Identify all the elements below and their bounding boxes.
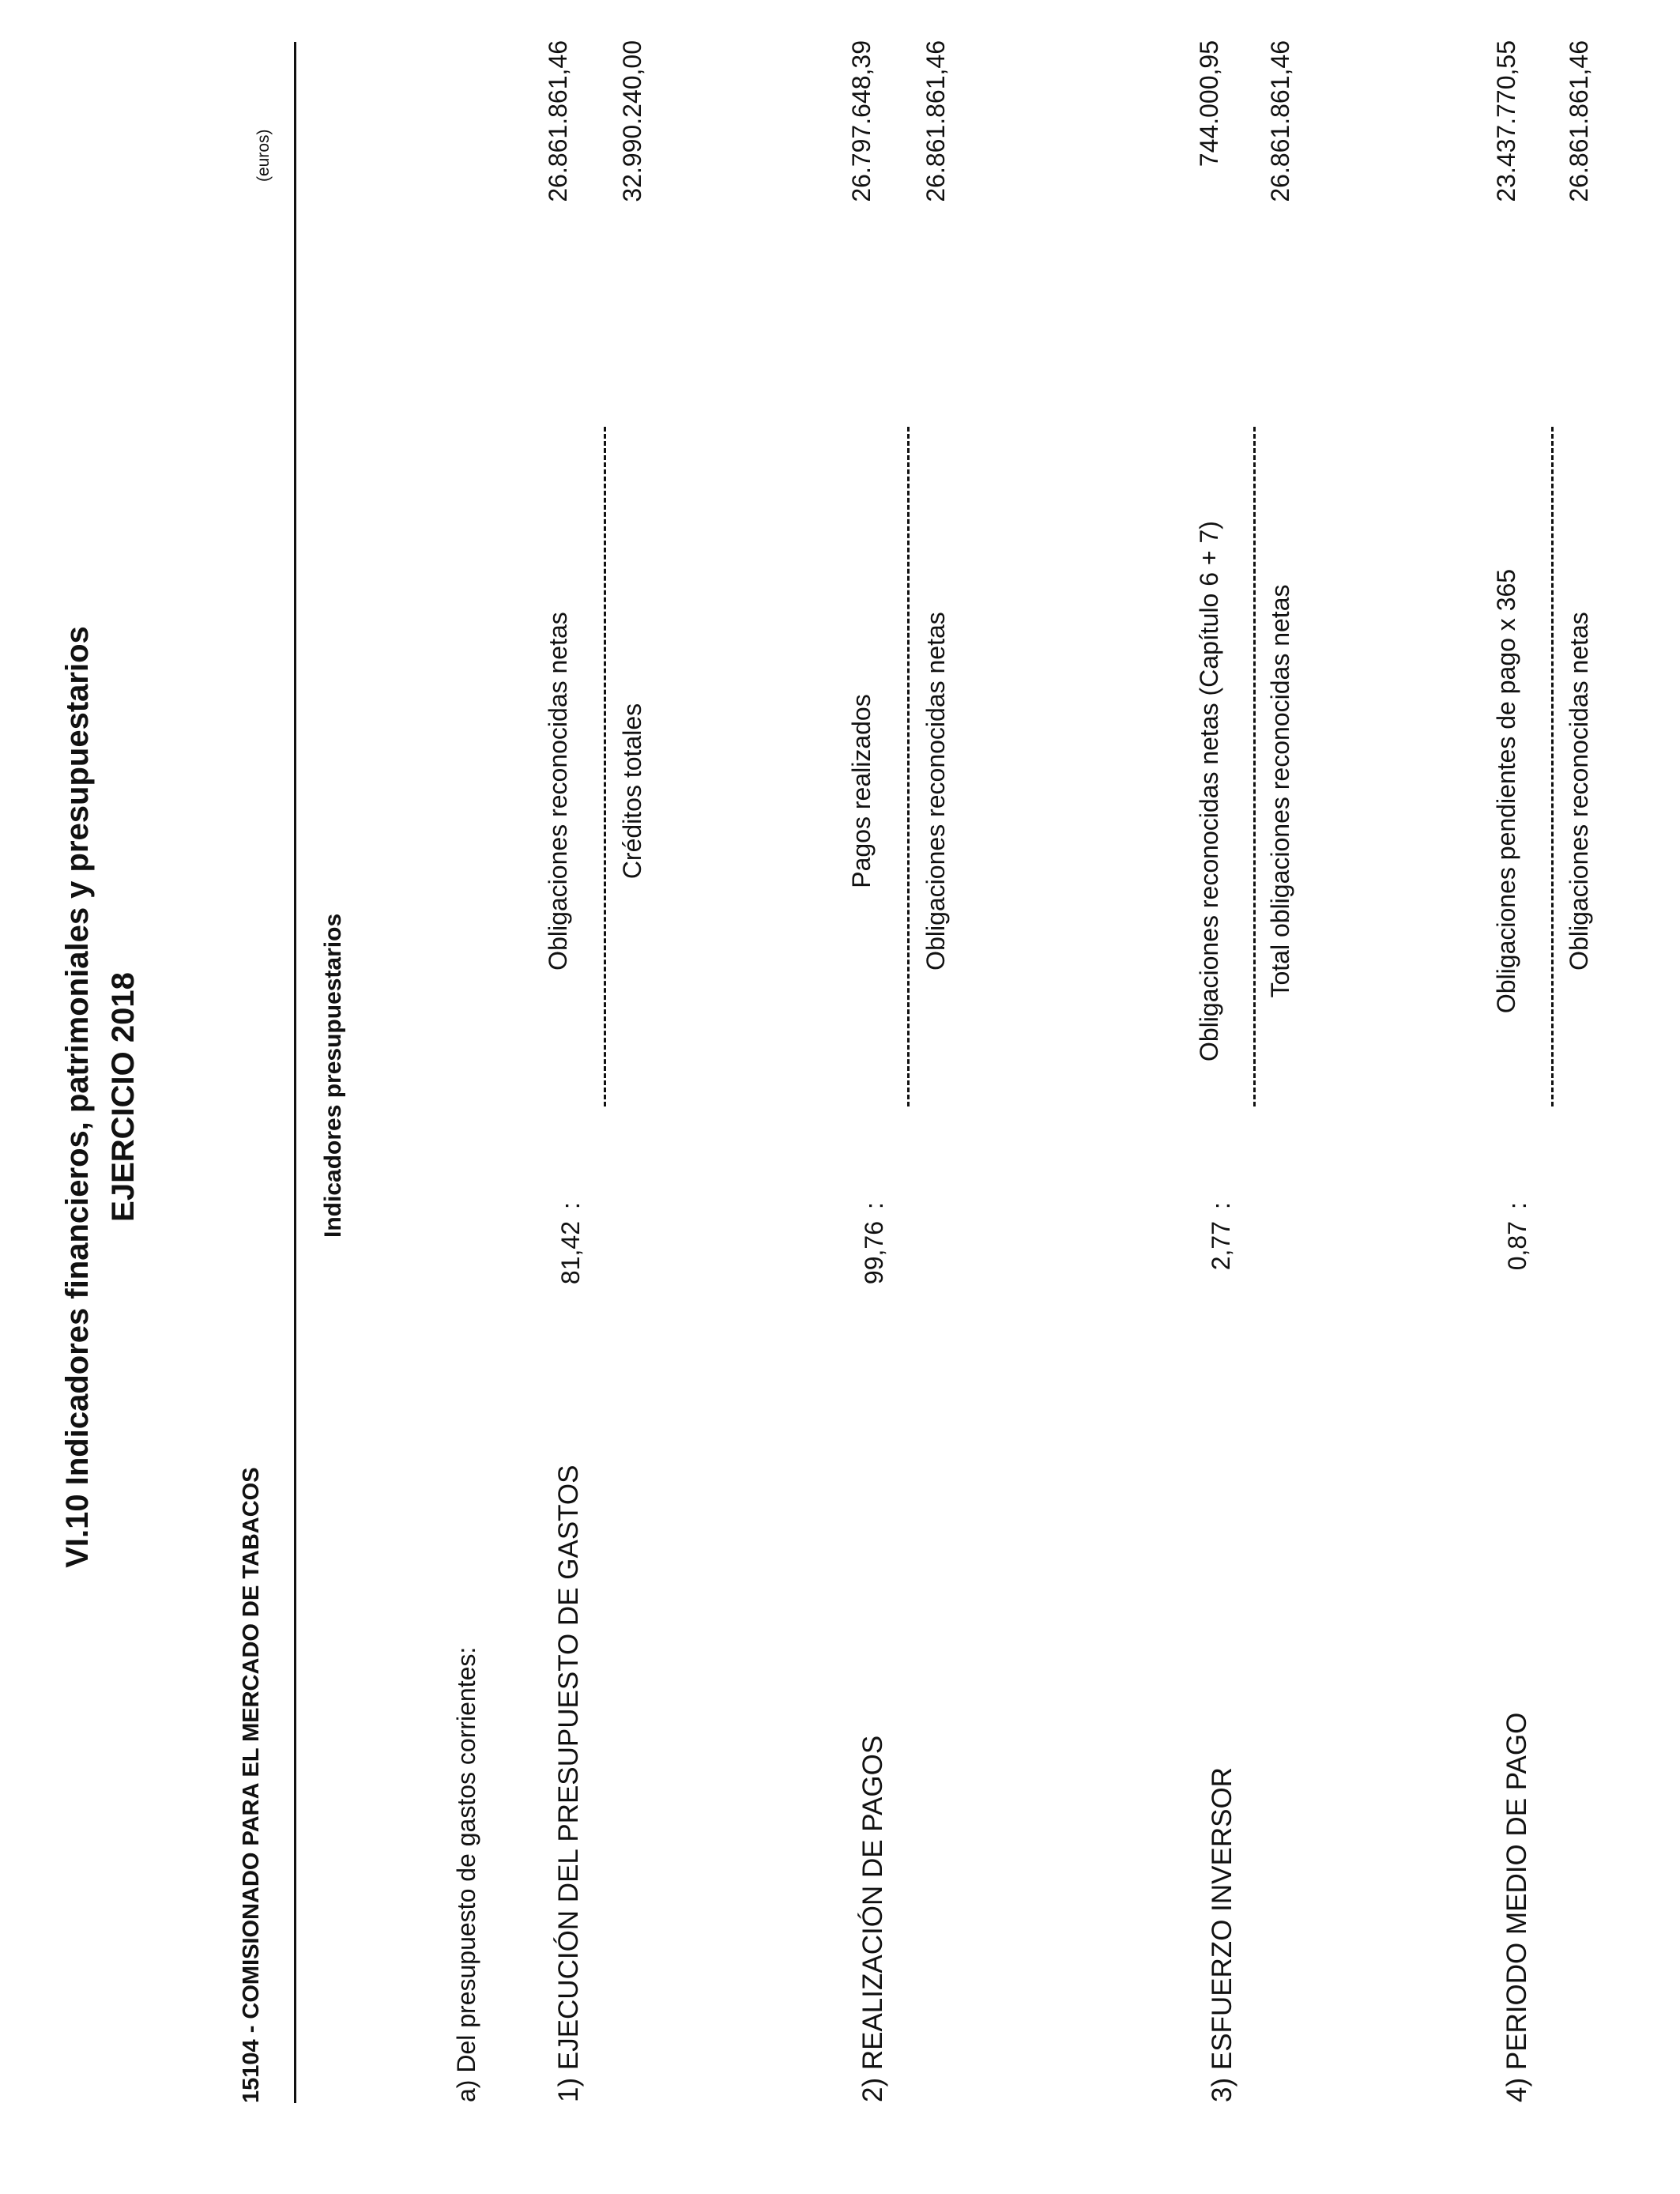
numerator-value: 744.000,95 — [1195, 40, 1223, 168]
numerator-value: 26.797.648,39 — [847, 40, 876, 202]
denominator-value: 26.861.861,46 — [921, 40, 950, 202]
numerator-label: Obligaciones reconocidas netas (Capítulo 6 + 7) — [1195, 521, 1223, 1061]
indicator-label: 1) EJECUCIÓN DEL PRESUPUESTO DE GASTOS — [553, 1465, 584, 2102]
denominator-value: 26.861.861,46 — [1266, 40, 1294, 202]
header-rule — [294, 42, 296, 2103]
denominator-label: Créditos totales — [618, 703, 646, 880]
fraction-line — [604, 427, 606, 1106]
fraction-line — [1253, 427, 1256, 1106]
denominator-label: Obligaciones reconocidas netas — [1565, 612, 1593, 971]
denominator-value: 32.990.240,00 — [618, 40, 646, 202]
fraction-line — [1551, 427, 1554, 1106]
denominator-label: Total obligaciones reconocidas netas — [1266, 584, 1294, 998]
indicator-label: 4) PERIODO MEDIO DE PAGO — [1501, 1712, 1532, 2102]
separator: : — [556, 1202, 585, 1209]
entity-name: 15104 - COMISIONADO PARA EL MERCADO DE TABACOS — [239, 1467, 264, 2103]
fraction-line — [907, 427, 910, 1106]
indicator-label: 3) ESFUERZO INVERSOR — [1207, 1767, 1237, 2102]
indicator-value: 0,87 — [1503, 1221, 1531, 1271]
indicator-value: 81,42 — [556, 1221, 585, 1285]
denominator-label: Obligaciones reconocidas netas — [921, 612, 950, 971]
numerator-label: Obligaciones pendientes de pago x 365 — [1492, 568, 1520, 1014]
separator: : — [1207, 1202, 1235, 1209]
numerator-value: 23.437.770,55 — [1492, 40, 1520, 202]
separator: : — [860, 1202, 888, 1209]
indicator-label: 2) REALIZACIÓN DE PAGOS — [857, 1735, 888, 2102]
report-subtitle: EJERCICIO 2018 — [106, 972, 141, 1222]
units-label: (euros) — [254, 129, 273, 182]
numerator-label: Obligaciones reconocidas netas — [544, 612, 572, 971]
denominator-value: 26.861.861,46 — [1565, 40, 1593, 202]
numerator-value: 26.861.861,46 — [544, 40, 572, 202]
indicator-value: 99,76 — [860, 1221, 888, 1285]
subsection-title: a) Del presupuesto de gastos corrientes: — [452, 1646, 480, 2102]
numerator-label: Pagos realizados — [847, 694, 876, 888]
separator: : — [1503, 1202, 1531, 1209]
report-title: VI.10 Indicadores financieros, patrimoniales y presupuestarios — [60, 626, 95, 1568]
section-title: Indicadores presupuestarios — [320, 913, 346, 1238]
indicator-value: 2,77 — [1207, 1221, 1235, 1271]
